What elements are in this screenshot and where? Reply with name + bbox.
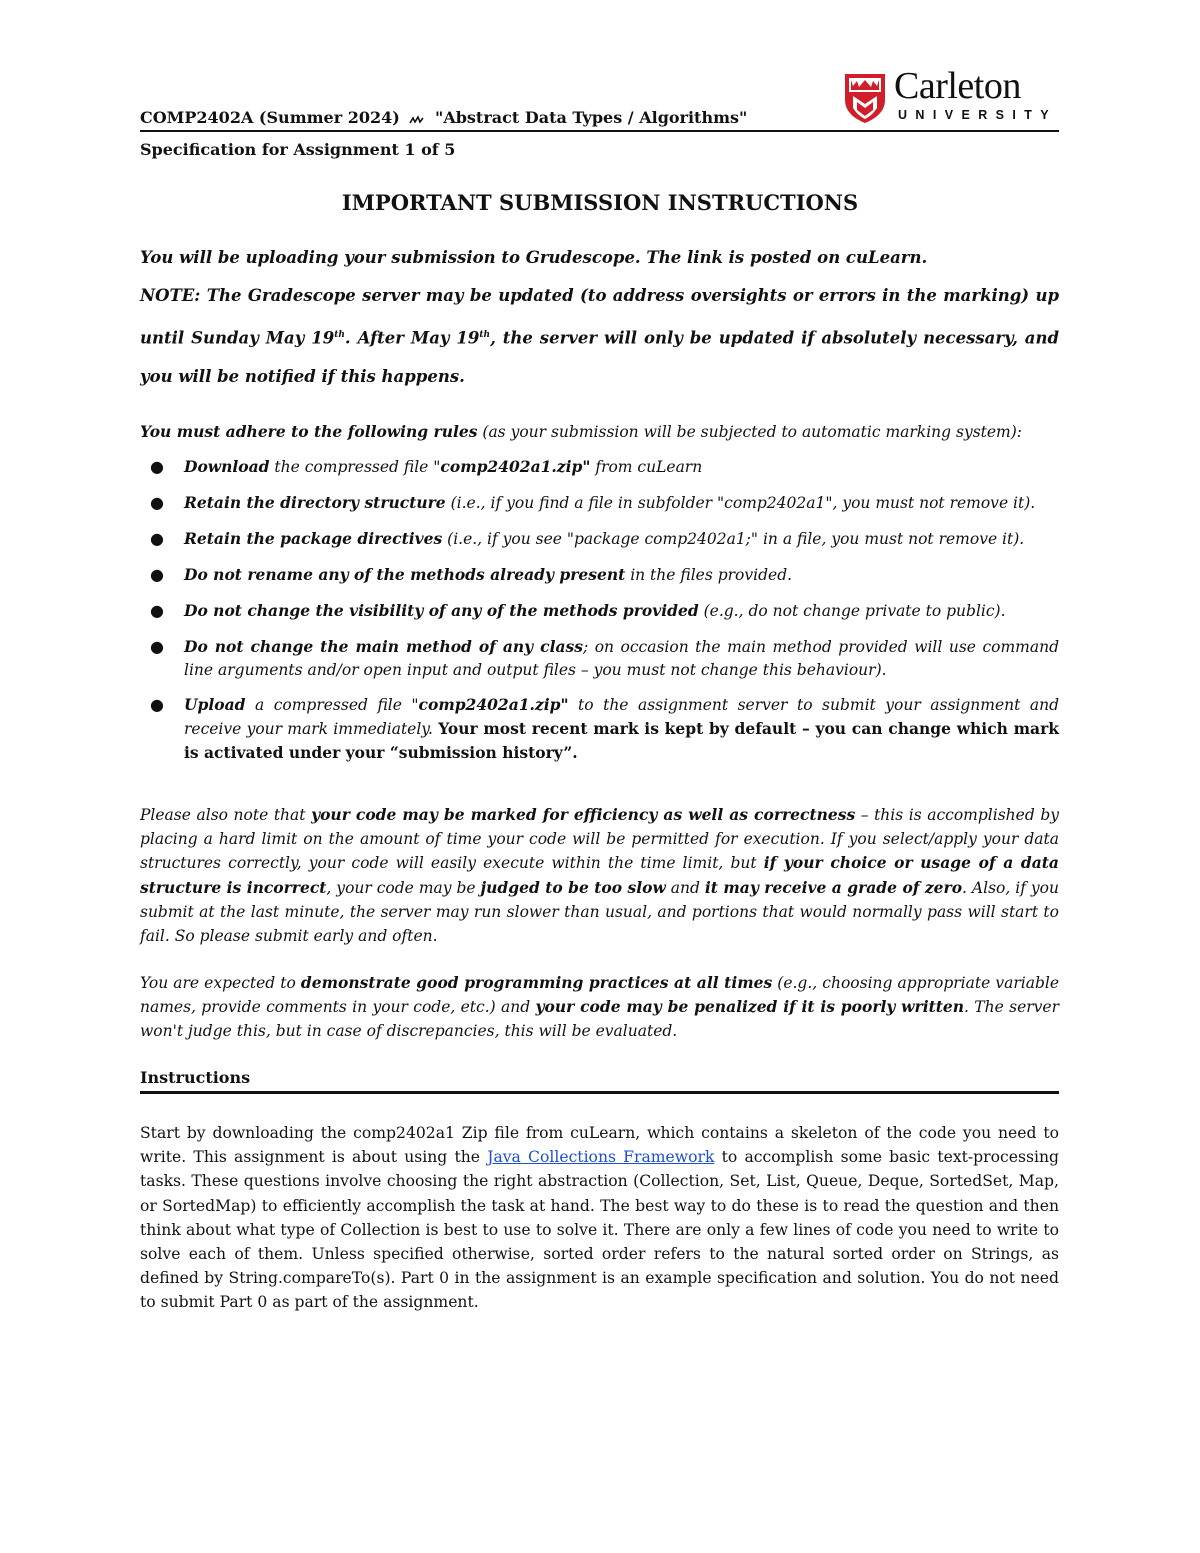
body-text: to accomplish some basic text-processing tasks. These questions involve choosing the right abstraction (Collection, Set, List, Queue, Deque, SortedSet, Map, or SortedMap) to efficiently accomplish the task at hand. The best way to do these is to read the question and then think about what type of Collection is best to use to solve it. There are only a few lines of code you need to write to solve each of them. Unless specified otherwise, sorted order refers to the natural sorted order on Strings, as defined by String.compareTo(s). Part 0 in the assignment is an example specification and solution. You do not need to submit Part 0 as part of the assignment. [140, 1148, 1059, 1312]
para-text: . The server won't judge this, but in case of discrepancies, this will be evaluated. [140, 998, 1059, 1041]
note-text-b: . After May 19 [344, 328, 480, 347]
para-bold: your code may be marked for efficiency as well as correctness [311, 805, 856, 824]
bullet-icon: ● [150, 565, 164, 584]
bullet-icon: ● [150, 493, 164, 512]
carleton-shield-icon [843, 72, 887, 124]
rule-text: (i.e., if you see "package comp2402a1;" in a file, you must not remove it). [442, 530, 1025, 548]
rules-heading-bold: You must adhere to the following rules [140, 422, 478, 441]
page-title: IMPORTANT SUBMISSION INSTRUCTIONS [341, 190, 859, 215]
para-text: and [665, 878, 705, 897]
para-bold: your code may be penalized if it is poorly written [535, 997, 965, 1017]
para-text: Please also note that [140, 806, 312, 824]
rule-bold: Retain the directory structure [184, 493, 446, 512]
rule-text: ; on occasion the main method provided will use command line arguments and/or open input and output files – you must not change this behaviour). [184, 638, 1060, 679]
intro-server-note [140, 277, 1059, 396]
rule-bold: Download [184, 457, 270, 476]
bullet-icon: ● [150, 637, 164, 656]
bullet-icon: ● [150, 601, 164, 620]
rule-text: (e.g., do not change private to public). [698, 602, 1006, 620]
para-text: – this is accomplished by placing a hard limit on the amount of time your code will be permitted for execution. If you select/apply your data structures correctly, your code will easily execute within the time limit, but [140, 806, 1059, 873]
rule-text: in the files provided. [625, 566, 793, 584]
rule-bold-2: comp2402a1.zip" [418, 695, 569, 714]
instructions-paragraph [140, 1121, 1059, 1315]
logo-university: UNIVERSITY [898, 108, 1058, 122]
note-sup-2: th [479, 329, 491, 340]
note-sup-1: th [334, 329, 345, 340]
instructions-divider [140, 1091, 1059, 1094]
para-bold: it may receive a grade of zero [704, 877, 963, 897]
para-text: , your code may be [326, 878, 481, 897]
course-code: COMP2402A (Summer 2024) [140, 108, 400, 127]
para-bold: judged to be too slow [480, 877, 666, 897]
para-text: (e.g., choosing appropriate variable names, provide comments in your code, etc.) and [140, 974, 1060, 1017]
rule-bold: Do not change the visibility of any of the methods provided [184, 601, 699, 620]
para-bold: if your choice or usage of a data structure is incorrect [140, 853, 1059, 897]
bullet-icon: ● [150, 457, 164, 476]
note-text-a: NOTE: The Gradescope server may be updated (to address oversights or errors in the marking) up until Sunday May 19 [140, 286, 1059, 347]
header-divider [140, 130, 1059, 132]
rule-bold: Retain the package directives [184, 529, 443, 548]
para-bold: demonstrate good programming practices at all times [300, 973, 773, 992]
rules-heading [140, 422, 1022, 441]
rule-text-2: to the assignment server to submit your assignment and receive your mark immediately. [184, 696, 1060, 738]
rule-bold: Do not change the main method of any class [184, 637, 583, 656]
note-text-c: , the server will only be updated if absolutely necessary, and you will be notified if this happens. [140, 328, 1059, 386]
rules-heading-rest: (as your submission will be subjected to automatic marking system): [477, 423, 1023, 441]
course-name: "Abstract Data Types / Algorithms" [434, 108, 748, 127]
course-header [140, 108, 747, 127]
java-collections-link[interactable]: Java Collections Framework [487, 1148, 715, 1167]
rule-bold-3: Your most recent mark is kept by default – you can change which mark is activated under your “submission history”. [184, 719, 1059, 762]
rule-bold-2: comp2402a1.zip" [440, 457, 591, 476]
rule-bold: Do not rename any of the methods already present [184, 565, 626, 584]
bullet-icon: ● [150, 529, 164, 548]
rule-text: a compressed file " [245, 696, 419, 714]
carleton-logo [843, 65, 1058, 128]
rule-bold: Upload [184, 695, 246, 714]
instructions-heading: Instructions [140, 1068, 251, 1087]
intro-upload-note: You will be uploading your submission to Grudescope. The link is posted on cuLearn. [140, 248, 928, 267]
rule-text: (i.e., if you find a file in subfolder "comp2402a1", you must not remove it). [445, 494, 1036, 512]
assignment-subtitle: Specification for Assignment 1 of 5 [140, 140, 456, 159]
para-text: . Also, if you submit at the last minute, the server may run slower than usual, and portions that would normally pass will start to fail. So please submit early and often. [140, 878, 1059, 946]
bullet-icon: ● [150, 695, 164, 714]
squiggle-icon [409, 115, 425, 125]
body-text: Start by downloading the comp2402a1 Zip file from cuLearn, which contains a skeleton of the code you need to write. This assignment is about using the [140, 1124, 1059, 1167]
rule-text-2: from cuLearn [590, 458, 703, 476]
logo-wordmark: Carleton [894, 65, 1021, 107]
para-text: You are expected to [140, 974, 301, 992]
practices-paragraph [140, 971, 1059, 1044]
efficiency-paragraph [140, 803, 1059, 948]
rule-text: the compressed file " [269, 458, 441, 476]
